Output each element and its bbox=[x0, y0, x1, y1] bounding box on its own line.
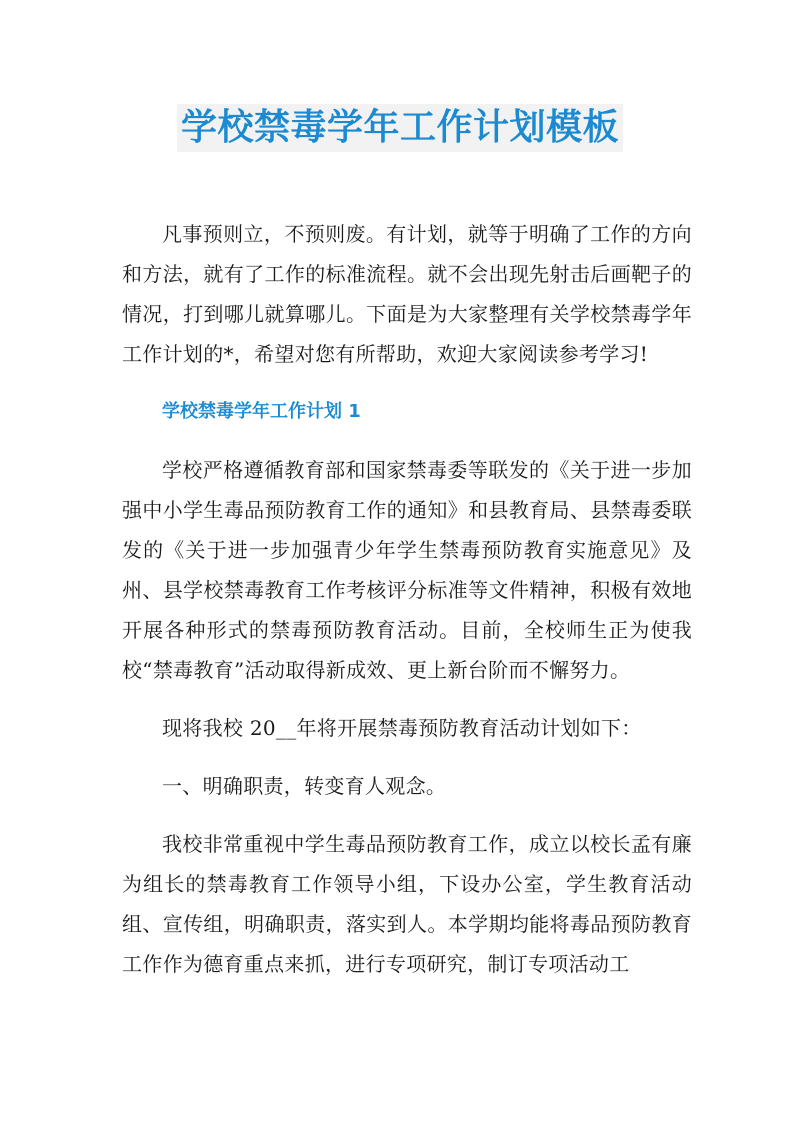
document-title: 学校禁毒学年工作计划模板 bbox=[177, 104, 623, 152]
list-heading: 一、明确职责，转变育人观念。 bbox=[162, 774, 447, 798]
body-paragraph: 我校非常重视中学生毒品预防教育工作，成立以校长孟有廉为组长的禁毒教育工作领导小组，下设办公室，学生教育活动组、宣传组，明确职责，落实到人。本学期均能将毒品预防教育工作作为德育重点来抓，进行专项研究，制订专项活动工 bbox=[122, 832, 692, 976]
body-paragraph: 现将我校 20__年将开展禁毒预防教育活动计划如下： bbox=[162, 716, 642, 740]
intro-paragraph: 凡事预则立，不预则废。有计划，就等于明确了工作的方向和方法，就有了工作的标准流程。就不会出现先射击后画靶子的情况，打到哪儿就算哪儿。下面是为大家整理有关学校禁毒学年工作计划的*，希望对您有所帮助，欢迎大家阅读参考学习! bbox=[122, 222, 692, 366]
section-heading: 学校禁毒学年工作计划 1 bbox=[162, 401, 361, 422]
document-body bbox=[122, 214, 692, 1002]
body-paragraph: 学校严格遵循教育部和国家禁毒委等联发的《关于进一步加强中小学生毒品预防教育工作的通知》和县教育局、县禁毒委联发的《关于进一步加强青少年学生禁毒预防教育实施意见》及州、县学校禁毒教育工作考核评分标准等文件精神，积极有效地开展各种形式的禁毒预防教育活动。目前，全校师生正为使我校“禁毒教育”活动取得新成效、更上新台阶而不懈努力。 bbox=[122, 458, 692, 682]
title-container bbox=[0, 104, 800, 152]
